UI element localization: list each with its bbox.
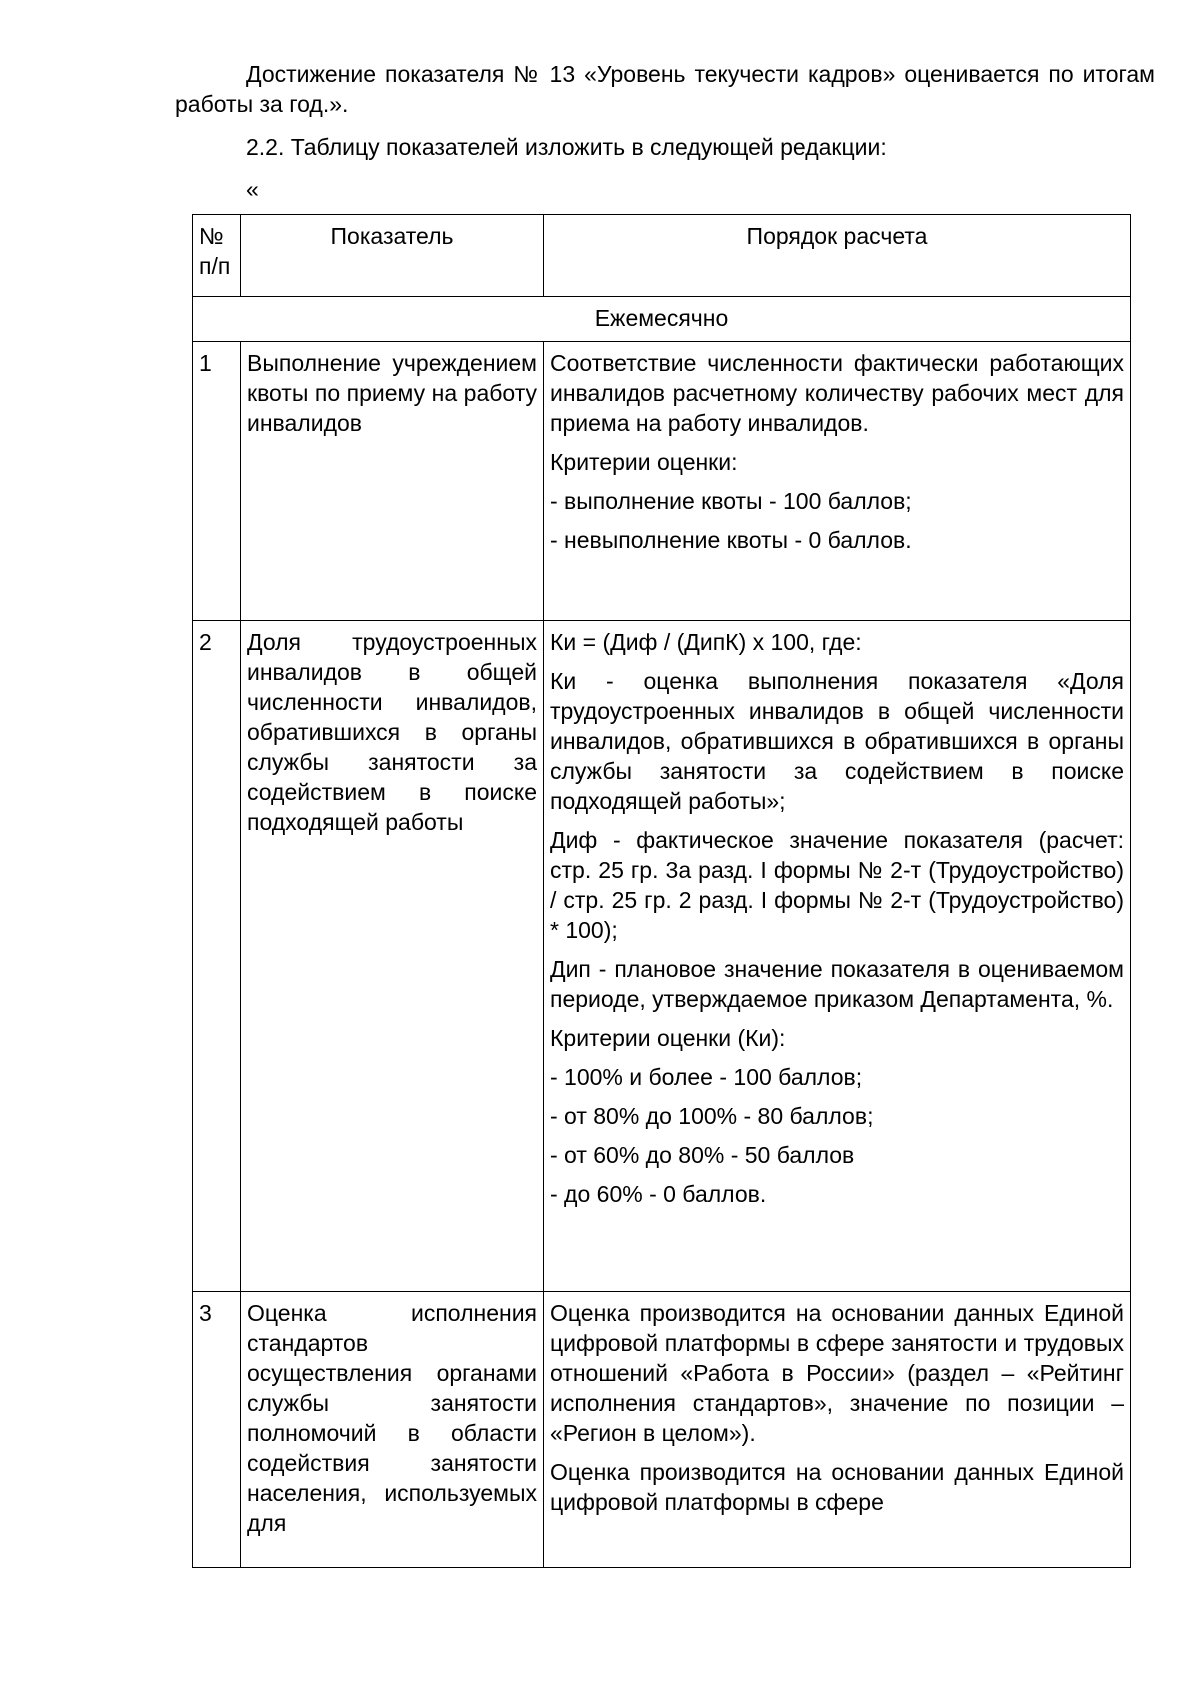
table-row [193, 621, 1131, 1292]
indicators-table [192, 214, 1131, 1568]
table-row [193, 342, 1131, 621]
header-calculation: Порядок расчета [544, 215, 1131, 297]
calc-line: Оценка производится на основании данных Единой цифровой платформы в сфере [550, 1459, 1124, 1515]
calc-line: - до 60% - 0 баллов. [550, 1181, 767, 1207]
calc-line: - 100% и более - 100 баллов; [550, 1064, 863, 1090]
intro-paragraph-1: Достижение показателя № 13 «Уровень текучести кадров» оценивается по итогам работы за год.». [175, 61, 1155, 117]
row-calculation [544, 342, 1131, 621]
calc-line: Соответствие численности фактически работающих инвалидов расчетному количеству рабочих мест для приема на работу инвалидов. [550, 350, 1124, 436]
row-number: 1 [193, 342, 241, 621]
row-number: 3 [193, 1292, 241, 1568]
calc-line: Дип - плановое значение показателя в оцениваемом периоде, утверждаемое приказом Департамента, %. [550, 956, 1124, 1012]
row-indicator: Выполнение учреждением квоты по приему на работу инвалидов [241, 342, 544, 621]
table-row [193, 1292, 1131, 1568]
quote-open-mark: « [246, 176, 259, 202]
row-indicator: Оценка исполнения стандартов осуществления органами службы занятости полномочий в области содействия занятости населения, используемых для [241, 1292, 544, 1568]
row-calculation [544, 1292, 1131, 1568]
intro-paragraph-2: 2.2. Таблицу показателей изложить в следующей редакции: [246, 134, 887, 160]
header-indicator: Показатель [241, 215, 544, 297]
calc-line: Ки - оценка выполнения показателя «Доля трудоустроенных инвалидов в общей численности инвалидов, обратившихся в обратившихся в органы службы занятости за содействием в поиске подходящей работы»; [550, 668, 1124, 814]
calc-line: - от 60% до 80% - 50 баллов [550, 1142, 855, 1168]
calc-line: Критерии оценки: [550, 449, 738, 475]
row-number: 2 [193, 621, 241, 1292]
calc-line: Критерии оценки (Ки): [550, 1025, 786, 1051]
calc-line: - выполнение квоты - 100 баллов; [550, 488, 912, 514]
section-monthly: Ежемесячно [193, 297, 1131, 342]
section-row [193, 297, 1131, 342]
calc-line: Диф - фактическое значение показателя (расчет: стр. 25 гр. 3а разд. I формы № 2-т (Трудоустройство) / стр. 25 гр. 2 разд. I формы № 2-т (Трудоустройство) * 100); [550, 827, 1124, 943]
calc-line: - невыполнение квоты - 0 баллов. [550, 527, 912, 553]
calc-line: Ки = (Диф / (ДипК) x 100, где: [550, 629, 862, 655]
header-number: № п/п [193, 215, 241, 297]
calc-line: Оценка производится на основании данных Единой цифровой платформы в сфере занятости и трудовых отношений «Работа в России» (раздел – «Рейтинг исполнения стандартов», значение по позиции – «Регион в целом»). [550, 1300, 1124, 1446]
row-calculation [544, 621, 1131, 1292]
row-indicator: Доля трудоустроенных инвалидов в общей численности инвалидов, обратившихся в органы службы занятости за содействием в поиске подходящей работы [241, 621, 544, 1292]
calc-line: - от 80% до 100% - 80 баллов; [550, 1103, 874, 1129]
table-header-row [193, 215, 1131, 297]
